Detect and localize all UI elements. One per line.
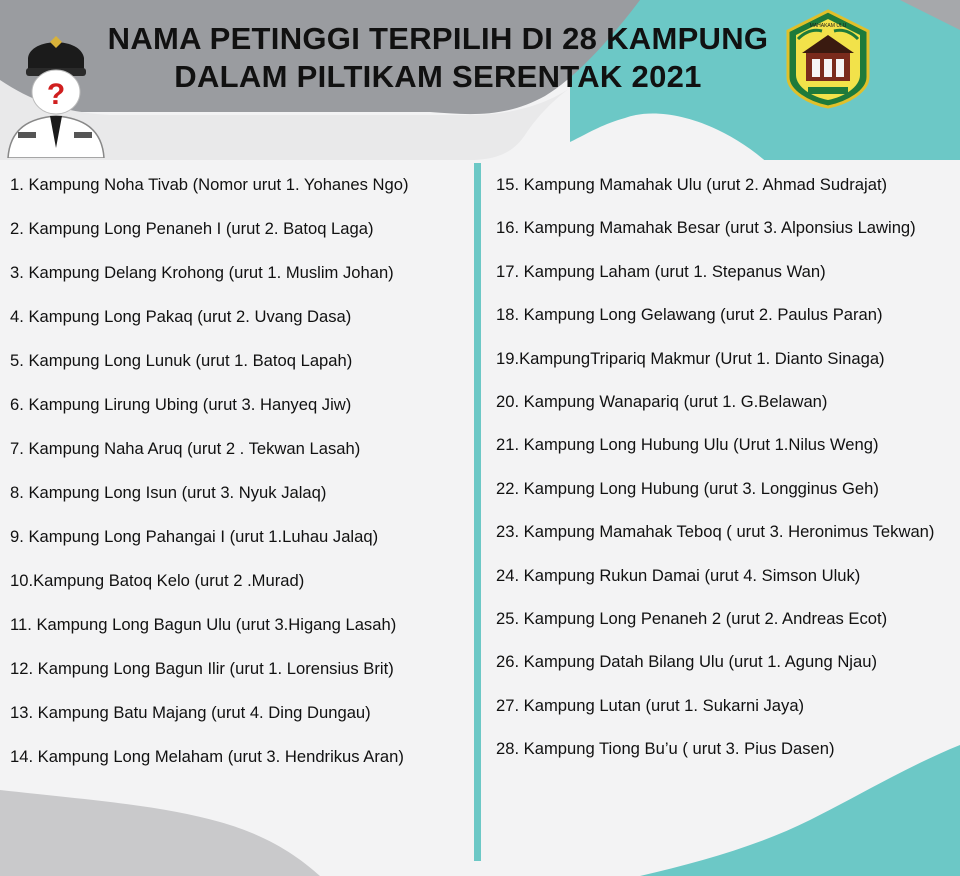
title-line-2: DALAM PILTIKAM SERENTAK 2021 <box>174 59 702 94</box>
emblem-top-text: MAHAKAM ULU <box>809 23 847 29</box>
list-item: 19.KampungTripariq Makmur (Urut 1. Dianto Sinaga) <box>496 348 885 368</box>
list-item: 26. Kampung Datah Bilang Ulu (urut 1. Agung Njau) <box>496 652 877 672</box>
list-item: 24. Kampung Rukun Damai (urut 4. Simson Uluk) <box>496 565 861 585</box>
list-item: 28. Kampung Tiong Bu’u ( urut 3. Pius Dasen) <box>496 739 835 759</box>
list-item: 27. Kampung Lutan (urut 1. Sukarni Jaya) <box>496 695 805 715</box>
list-item: 22. Kampung Long Hubung (urut 3. Longginus Geh) <box>496 478 879 498</box>
list-item: 8. Kampung Long Isun (urut 3. Nyuk Jalaq) <box>10 483 327 502</box>
list-item: 16. Kampung Mamahak Besar (urut 3. Alponsius Lawing) <box>496 218 916 238</box>
title-line-1: NAMA PETINGGI TERPILIH DI 28 KAMPUNG <box>107 21 769 56</box>
right-village-list <box>496 174 946 781</box>
list-item: 18. Kampung Long Gelawang (urut 2. Paulus Paran) <box>496 305 883 325</box>
page-title <box>78 20 798 96</box>
list-item: 15. Kampung Mamahak Ulu (urut 2. Ahmad Sudrajat) <box>496 175 888 194</box>
question-mark: ? <box>46 78 66 111</box>
list-item: 21. Kampung Long Hubung Ulu (Urut 1.Nilus Weng) <box>496 435 879 455</box>
list-item: 25. Kampung Long Penaneh 2 (urut 2. Andreas Ecot) <box>496 608 888 628</box>
list-item: 6. Kampung Lirung Ubing (urut 3. Hanyeq Jiw) <box>10 395 352 414</box>
left-village-list <box>10 174 476 790</box>
list-item: 7. Kampung Naha Aruq (urut 2 . Tekwan Lasah) <box>10 439 361 458</box>
list-item: 20. Kampung Wanapariq (urut 1. G.Belawan) <box>496 391 828 411</box>
list-item: 5. Kampung Long Lunuk (urut 1. Batoq Lapah) <box>10 351 353 370</box>
list-item: 2. Kampung Long Penaneh I (urut 2. Batoq Laga) <box>10 219 374 238</box>
list-item: 12. Kampung Long Bagun Ilir (urut 1. Lorensius Brit) <box>10 659 394 678</box>
list-item: 4. Kampung Long Pakaq (urut 2. Uvang Dasa) <box>10 307 352 326</box>
list-item: 14. Kampung Long Melaham (urut 3. Hendrikus Aran) <box>10 747 404 766</box>
list-item: 3. Kampung Delang Krohong (urut 1. Muslim Johan) <box>10 263 394 282</box>
list-item: 1. Kampung Noha Tivab (Nomor urut 1. Yohanes Ngo) <box>10 175 409 194</box>
list-item: 17. Kampung Laham (urut 1. Stepanus Wan) <box>496 261 826 281</box>
list-item: 13. Kampung Batu Majang (urut 4. Ding Dungau) <box>10 703 371 722</box>
list-item: 10.Kampung Batoq Kelo (urut 2 .Murad) <box>10 571 305 590</box>
list-item: 23. Kampung Mamahak Teboq ( urut 3. Heronimus Tekwan) <box>496 522 935 542</box>
list-item: 11. Kampung Long Bagun Ulu (urut 3.Higang Lasah) <box>10 615 397 634</box>
list-item: 9. Kampung Long Pahangai I (urut 1.Luhau Jalaq) <box>10 527 379 546</box>
